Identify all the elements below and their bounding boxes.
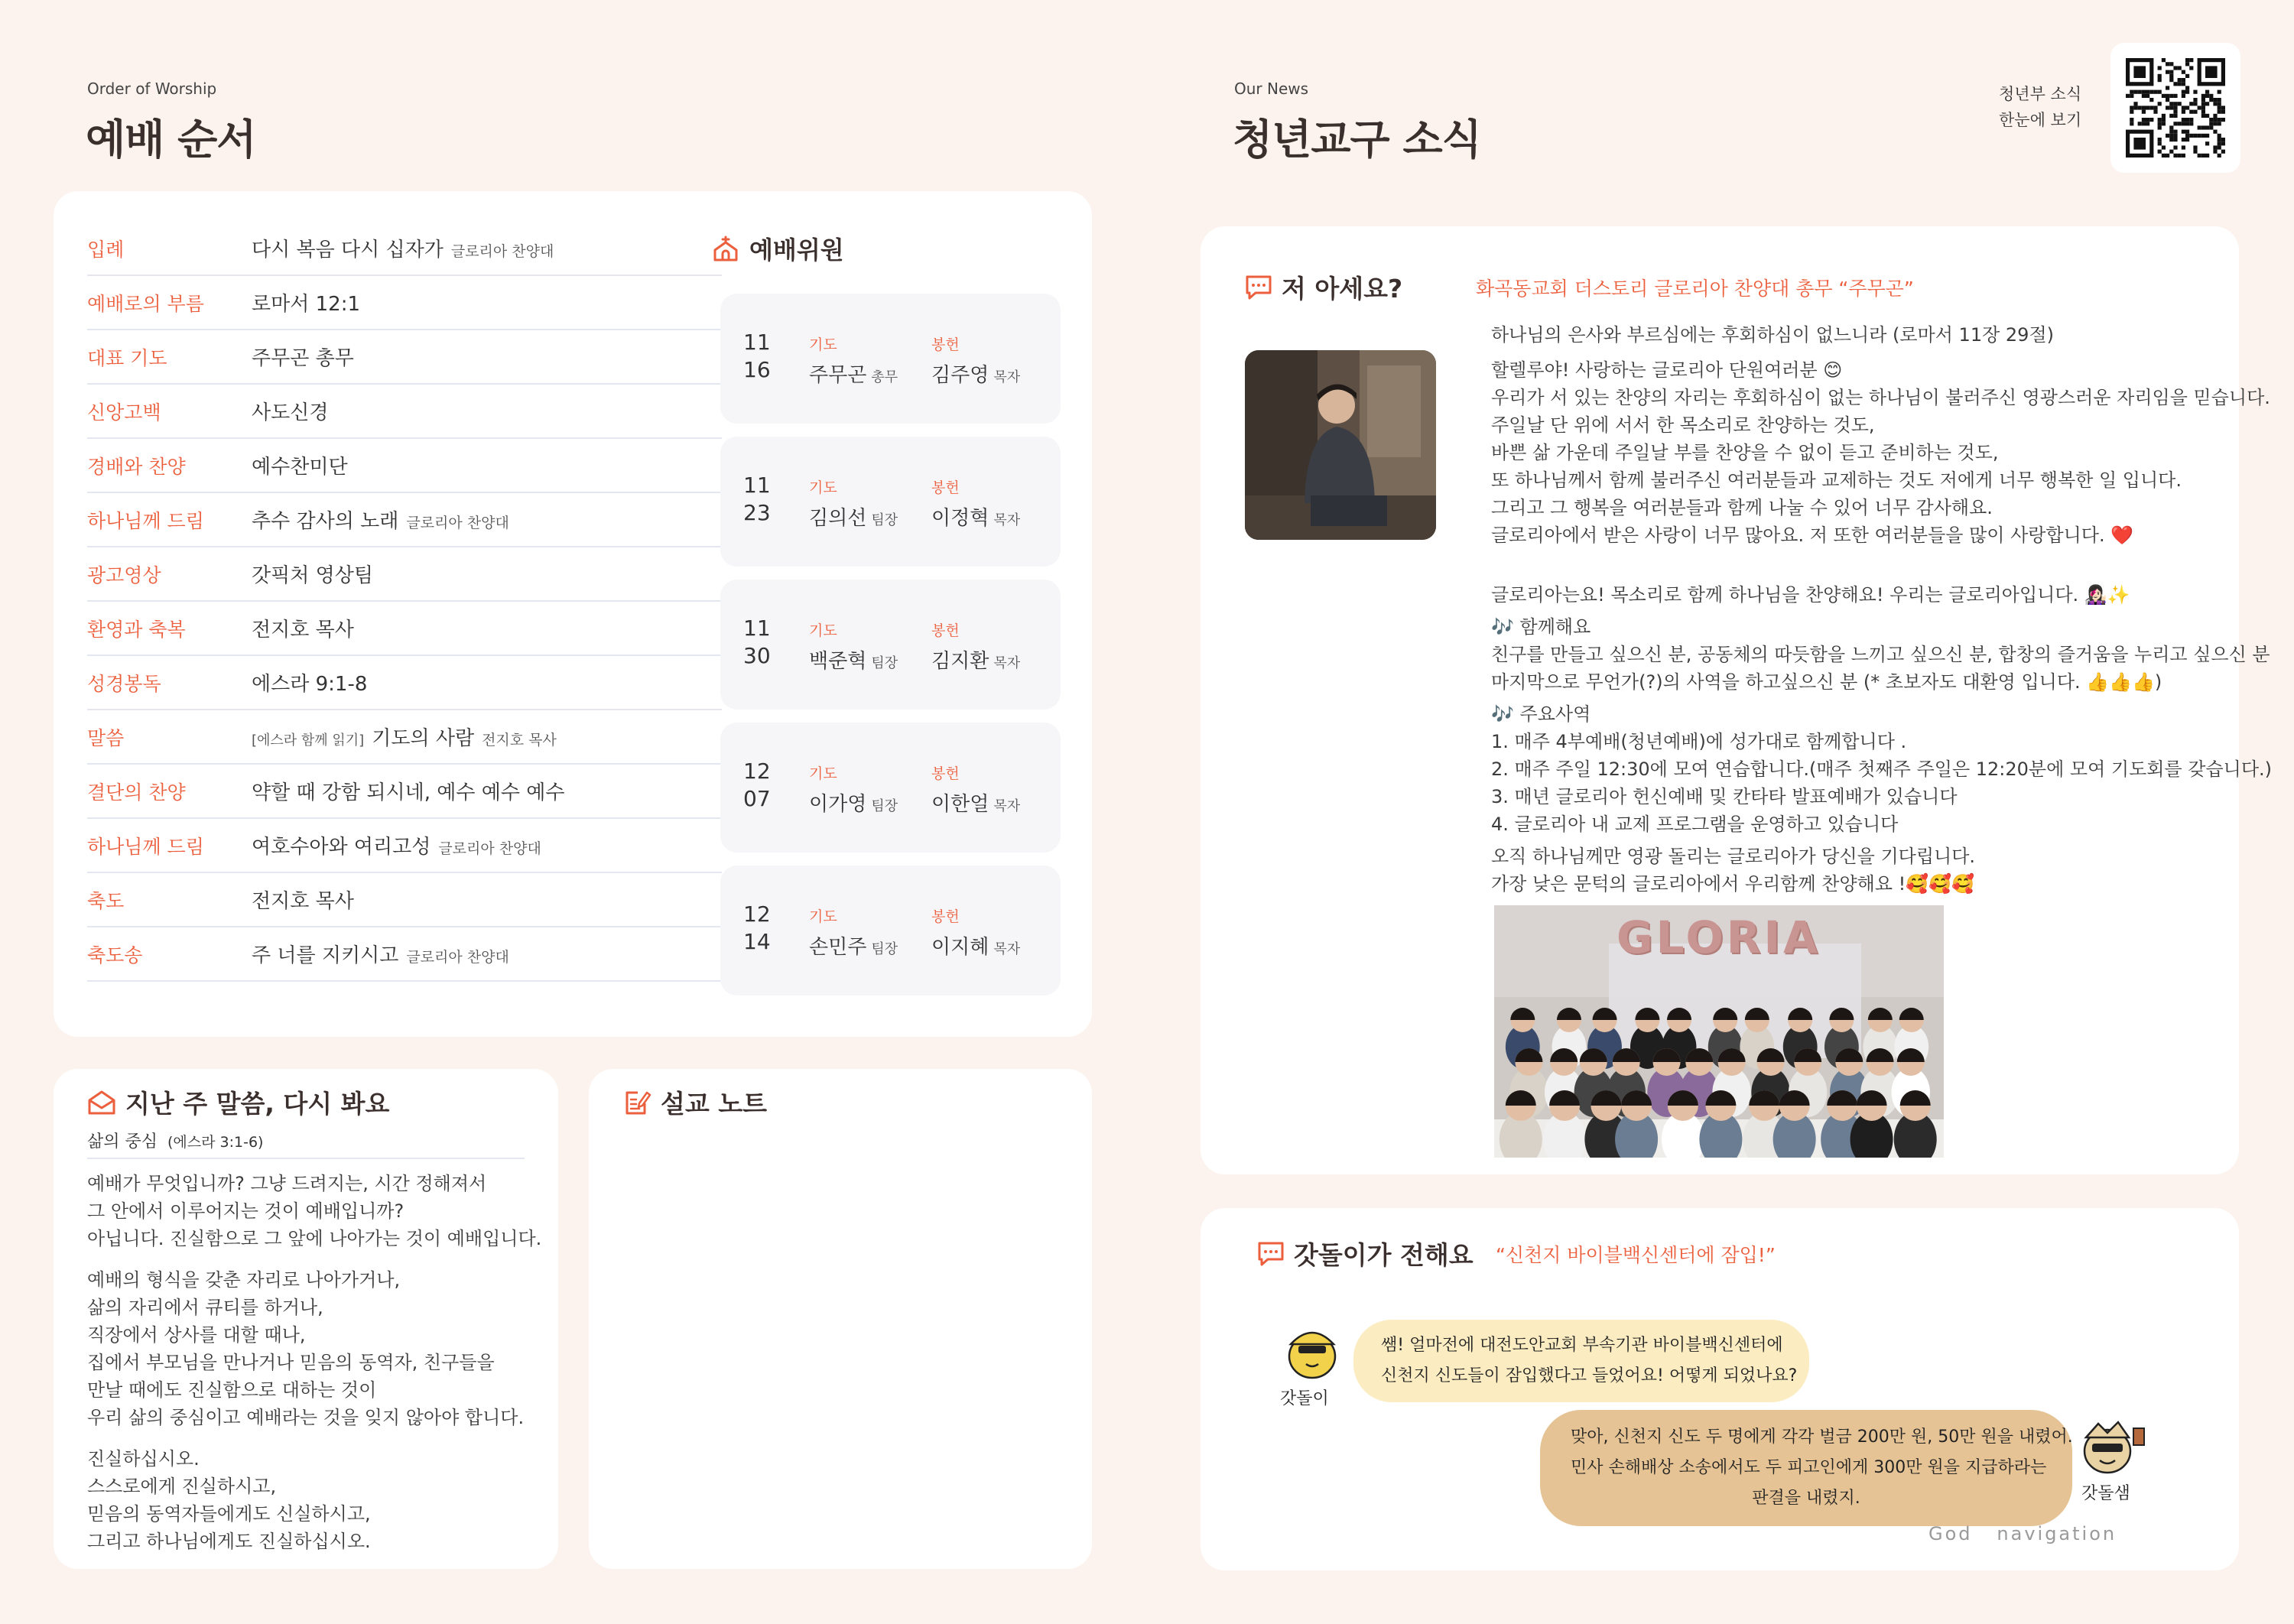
prayer-role: 팀장 xyxy=(871,798,898,814)
last-week-title: 지난 주 말씀, 다시 봐요 xyxy=(125,1089,390,1119)
committee-card xyxy=(720,437,1061,567)
order-label: 하나님께 드림 xyxy=(87,509,204,532)
order-prefix: [에스라 함께 읽기] xyxy=(252,732,365,749)
order-sub: 글로리아 찬양대 xyxy=(450,243,554,260)
know-line: 🎶 주요사역 xyxy=(1491,703,1591,725)
know-line: 글로리아는요! 목소리로 함께 하나님을 찬양해요! 우리는 글로리아입니다. 👩🏻‍🎤✨ xyxy=(1491,584,2130,606)
committee-date xyxy=(743,472,771,527)
last-week-card xyxy=(54,1069,558,1569)
order-row xyxy=(87,656,722,710)
know-line: 하나님의 은사와 부르심에는 후회하심이 없느니라 (로마서 11장 29절) xyxy=(1491,324,2054,346)
last-week-line: 삶의 자리에서 큐티를 하거나, xyxy=(87,1297,323,1318)
prayer-name: 손민주 xyxy=(809,936,867,959)
gatdol-title: 갓돌이가 전해요 xyxy=(1294,1240,1474,1270)
committee-card xyxy=(720,723,1061,853)
know-card xyxy=(1201,226,2273,1174)
qr-caption-line-2: 한눈에 보기 xyxy=(1999,111,2082,129)
offering-person xyxy=(931,788,1020,817)
order-label: 말씀 xyxy=(87,726,125,749)
question-line-2: 신천지 신도들이 잠입했다고 들었어요! 어떻게 되었나요? xyxy=(1381,1366,1798,1385)
answer-bubble xyxy=(1540,1410,2072,1526)
committee-card xyxy=(720,580,1061,710)
know-line: 우리가 서 있는 찬양의 자리는 후회하심이 없는 하나님이 불러주신 영광스러운 자리임을 믿습니다. xyxy=(1491,387,2270,408)
prayer-person xyxy=(809,645,898,674)
prayer-name: 주무곤 xyxy=(809,364,867,387)
order-value: 에스라 9:1-8 xyxy=(252,673,368,696)
last-week-subtitle xyxy=(87,1129,263,1152)
prayer-name: 김의선 xyxy=(809,507,867,530)
last-week-paragraph xyxy=(87,1266,546,1431)
committee-day: 14 xyxy=(743,929,771,954)
order-label: 예배로의 부름 xyxy=(87,292,204,315)
order-value: 주 너를 지키시고 xyxy=(252,944,399,967)
offering-label: 봉헌 xyxy=(931,479,960,496)
order-value: 추수 감사의 노래 xyxy=(252,510,399,533)
order-value-group xyxy=(252,505,509,534)
order-sub: 글로리아 찬양대 xyxy=(438,840,541,857)
prayer-role: 팀장 xyxy=(871,941,898,957)
offering-role: 목자 xyxy=(993,512,1021,528)
committee-month: 11 xyxy=(743,615,771,641)
order-value-group xyxy=(252,234,554,262)
order-value: 전지호 목사 xyxy=(252,619,354,641)
offering-label: 봉헌 xyxy=(931,336,960,353)
order-row xyxy=(87,493,722,547)
sermon-reference: (에스라 3:1-6) xyxy=(167,1134,264,1151)
order-value-group xyxy=(252,831,541,859)
gatdol-name: 갓돌이 xyxy=(1280,1389,1329,1408)
order-row xyxy=(87,222,722,276)
committee-day: 07 xyxy=(743,786,771,811)
order-label: 광고영상 xyxy=(87,564,161,586)
gloria-balloons: GLORIA xyxy=(1617,911,1821,963)
last-week-line: 직장에서 상사를 대할 때나, xyxy=(87,1324,306,1346)
know-line: 바쁜 삶 가운데 주일날 부를 찬양을 수 없이 듣고 준비하는 것도, xyxy=(1491,442,1999,463)
group-photo xyxy=(1494,905,1944,1158)
order-value: 약할 때 강함 되시네, 예수 예수 예수 xyxy=(252,781,565,804)
offering-role: 목자 xyxy=(993,369,1021,385)
order-row xyxy=(87,819,722,873)
last-week-line: 진실하십시오. xyxy=(87,1448,200,1470)
know-line: 마지막으로 무언가(?)의 사역을 하고싶으신 분 (* 초보자도 대환영 입니다. 👍👍👍) xyxy=(1491,671,2162,693)
last-week-line: 믿음의 동역자들에게도 신실하시고, xyxy=(87,1503,371,1525)
prayer-label: 기도 xyxy=(809,765,837,782)
order-sub: 글로리아 찬양대 xyxy=(406,515,509,531)
committee-header xyxy=(711,231,844,266)
know-line: 2. 매주 주일 12:30에 모여 연습합니다.(매주 첫째주 주일은 12:20분에 모여 기도회를 갖습니다.) xyxy=(1491,758,2273,780)
sermon-note-title: 설교 노트 xyxy=(661,1089,768,1119)
order-value-group xyxy=(252,397,328,425)
committee-title: 예배위원 xyxy=(749,235,844,265)
answer-line-2: 민사 손해배상 소송에서도 두 피고인에게 300만 원을 지급하라는 xyxy=(1571,1458,2047,1477)
offering-name: 이한얼 xyxy=(931,793,989,816)
speech-bubble-icon xyxy=(1257,1241,1285,1267)
prayer-person xyxy=(809,931,898,960)
order-label: 대표 기도 xyxy=(87,346,167,369)
order-row xyxy=(87,439,722,493)
offering-name: 이정혁 xyxy=(931,507,989,530)
order-value-group xyxy=(252,614,354,642)
gatdol-headline: “신천지 바이블백신센터에 잠입!” xyxy=(1496,1244,1776,1266)
prayer-label: 기도 xyxy=(809,336,837,353)
envelope-icon xyxy=(87,1090,116,1116)
committee-month: 11 xyxy=(743,473,771,498)
order-sub: 전지호 목사 xyxy=(482,732,557,749)
order-label: 입례 xyxy=(87,238,125,261)
know-line: 3. 매년 글로리아 헌신예배 및 칸타타 발표예배가 있습니다 xyxy=(1491,786,1958,807)
gatdol-card xyxy=(1201,1208,2239,1570)
know-body xyxy=(1491,321,2272,898)
sermon-note-card[interactable] xyxy=(589,1069,1092,1569)
prayer-label: 기도 xyxy=(809,479,837,496)
prayer-label: 기도 xyxy=(809,622,837,639)
last-week-line: 아닙니다. 진실함으로 그 앞에 나아가는 것이 예배입니다. xyxy=(87,1228,542,1249)
know-line xyxy=(1491,549,2272,577)
prayer-name: 이가영 xyxy=(809,793,867,816)
last-week-paragraph xyxy=(87,1445,546,1555)
offering-name: 이지혜 xyxy=(931,936,989,959)
committee-date xyxy=(743,329,771,384)
order-label: 결단의 찬양 xyxy=(87,781,186,804)
offering-person xyxy=(931,645,1020,674)
gatdol-header xyxy=(1257,1236,1474,1272)
committee-day: 30 xyxy=(743,643,771,668)
qr-caption-line-1: 청년부 소식 xyxy=(1999,85,2082,103)
gatdolsaem-character-icon xyxy=(2074,1415,2150,1479)
last-week-paragraph xyxy=(87,1170,546,1252)
committee-date xyxy=(743,758,771,813)
know-line: 오직 하나님께만 영광 돌리는 글로리아가 당신을 기다립니다. xyxy=(1491,846,1976,867)
worship-card xyxy=(54,191,1092,1037)
order-label: 축도 xyxy=(87,889,125,912)
order-value: 예수찬미단 xyxy=(252,456,348,479)
qr-caption xyxy=(1999,81,2081,133)
prayer-person xyxy=(809,502,898,531)
order-row xyxy=(87,602,722,656)
know-line: 1. 매주 4부예배(청년예배)에 성가대로 함께합니다 . xyxy=(1491,731,1907,752)
offering-name: 김주영 xyxy=(931,364,989,387)
know-title: 저 아세요? xyxy=(1282,274,1403,304)
speech-bubble-icon xyxy=(1245,274,1272,300)
committee-day: 23 xyxy=(743,500,771,525)
prayer-person xyxy=(809,359,898,388)
know-line: 4. 글로리아 내 교제 프로그램을 운영하고 있습니다 xyxy=(1491,814,1899,835)
committee-day: 16 xyxy=(743,357,771,382)
prayer-role: 팀장 xyxy=(871,512,898,528)
know-header xyxy=(1245,269,1402,305)
worship-title: 예배 순서 xyxy=(86,115,256,164)
order-value-group xyxy=(252,288,360,317)
question-line-1: 쌤! 얼마전에 대전도안교회 부속기관 바이블백신센터에 xyxy=(1381,1336,1783,1355)
know-line: 친구를 만들고 싶으신 분, 공동체의 따듯함을 느끼고 싶으신 분, 합창의 즐거움을 누리고 싶으신 분 xyxy=(1491,644,2270,665)
order-value-group xyxy=(252,343,354,371)
order-row xyxy=(87,547,722,602)
church-icon xyxy=(711,235,740,262)
know-line: 주일날 단 위에 서서 한 목소리로 찬양하는 것도, xyxy=(1491,414,1875,436)
know-line: 또 하나님께서 함께 불러주신 여러분들과 교제하는 것도 저에게 너무 행복한 일 입니다. xyxy=(1491,469,2182,491)
gatdolsaem-name: 갓돌샘 xyxy=(2081,1484,2130,1503)
order-row xyxy=(87,710,722,765)
order-row xyxy=(87,873,722,927)
last-week-line: 예배의 형식을 갖춘 자리로 나아가거나, xyxy=(87,1269,401,1291)
news-title: 청년교구 소식 xyxy=(1233,115,1481,164)
committee-date xyxy=(743,615,771,670)
order-sub: 글로리아 찬양대 xyxy=(406,949,509,966)
last-week-line: 우리 삶의 중심이고 예배라는 것을 잊지 않아야 합니다. xyxy=(87,1407,525,1428)
order-value-group xyxy=(252,777,564,805)
order-label: 경배와 찬양 xyxy=(87,455,186,478)
order-value-group xyxy=(252,723,557,751)
divider xyxy=(87,1158,525,1159)
order-value-group xyxy=(252,451,348,479)
last-week-body xyxy=(87,1170,546,1569)
order-row xyxy=(87,765,722,819)
offering-role: 목자 xyxy=(993,941,1021,957)
last-week-line: 집에서 부모님을 만나거나 믿음의 동역자, 친구들을 xyxy=(87,1352,495,1373)
note-edit-icon xyxy=(624,1089,651,1116)
qr-code-icon xyxy=(2126,58,2225,158)
sermon-title: 삶의 중심 xyxy=(87,1132,158,1151)
order-value: 갓픽처 영상팀 xyxy=(252,564,373,587)
last-week-line: 스스로에게 진실하시고, xyxy=(87,1476,277,1497)
committee-month: 12 xyxy=(743,758,771,784)
order-value-group xyxy=(252,668,367,697)
prayer-label: 기도 xyxy=(809,908,837,925)
prayer-name: 백준혁 xyxy=(809,650,867,673)
worship-kicker: Order of Worship xyxy=(87,80,217,98)
know-headline: 화곡동교회 더스토리 글로리아 찬양대 총무 “주무곤” xyxy=(1476,278,1914,300)
order-row xyxy=(87,927,722,982)
order-value: 전지호 목사 xyxy=(252,890,354,913)
offering-role: 목자 xyxy=(993,798,1021,814)
know-line: 그리고 그 행복을 여러분들과 함께 나눌 수 있어 너무 감사해요. xyxy=(1491,497,1993,518)
order-value: 다시 복음 다시 십자가 xyxy=(252,239,444,261)
order-row xyxy=(87,330,722,385)
committee-date xyxy=(743,901,771,956)
last-week-header xyxy=(87,1084,389,1120)
gatdol-character-icon xyxy=(1280,1318,1344,1382)
know-line: 가장 낮은 문턱의 글로리아에서 우리함께 찬양해요 !🥰🥰🥰 xyxy=(1491,873,1974,895)
last-week-line: 그리고 하나님에게도 진실하십시오. xyxy=(87,1531,371,1552)
know-line: 🎶 함께해요 xyxy=(1491,616,1591,638)
order-row xyxy=(87,385,722,439)
offering-label: 봉헌 xyxy=(931,765,960,782)
committee-card xyxy=(720,866,1061,996)
committee-month: 12 xyxy=(743,901,771,927)
answer-line-3: 판결을 내렸지. xyxy=(1752,1489,1860,1508)
offering-name: 김지환 xyxy=(931,650,989,673)
order-value-group xyxy=(252,560,373,588)
order-label: 축도송 xyxy=(87,944,143,966)
order-value-group xyxy=(252,885,354,914)
news-kicker: Our News xyxy=(1234,80,1309,98)
order-label: 신앙고백 xyxy=(87,401,161,424)
offering-label: 봉헌 xyxy=(931,908,960,925)
offering-role: 목자 xyxy=(993,655,1021,671)
order-row xyxy=(87,276,722,330)
last-week-line: 예배가 무엇입니까? 그냥 드려지는, 시간 정해져서 xyxy=(87,1173,487,1194)
answer-line-1: 맞아, 신천지 신도 두 명에게 각각 벌금 200만 원, 50만 원을 내렸어. xyxy=(1571,1427,2073,1447)
committee-month: 11 xyxy=(743,330,771,355)
know-line: 글로리아에서 받은 사랑이 너무 많아요. 저 또한 여러분들을 많이 사랑합니다. ❤️ xyxy=(1491,525,2134,546)
order-value: 로마서 12:1 xyxy=(252,293,360,316)
last-week-line: 만날 때에도 진실함으로 대하는 것이 xyxy=(87,1379,377,1401)
order-value: 주무곤 총무 xyxy=(252,347,354,370)
prayer-person xyxy=(809,788,898,817)
order-value: 여호수아와 여리고성 xyxy=(252,836,431,859)
offering-person xyxy=(931,359,1020,388)
offering-person xyxy=(931,502,1020,531)
order-value-group xyxy=(252,940,509,968)
last-week-line: 그 안에서 이루어지는 것이 예배입니까? xyxy=(87,1200,405,1222)
order-value: 기도의 사람 xyxy=(372,727,475,750)
god-navigation-logo: God navigation xyxy=(1928,1523,2117,1544)
order-label: 환영과 축복 xyxy=(87,618,186,641)
offering-person xyxy=(931,931,1020,960)
sermon-note-header xyxy=(624,1084,767,1120)
order-label: 성경봉독 xyxy=(87,672,161,695)
question-bubble xyxy=(1353,1320,1809,1402)
committee-card xyxy=(720,294,1061,424)
prayer-role: 총무 xyxy=(871,369,898,385)
order-label: 하나님께 드림 xyxy=(87,835,204,858)
portrait-photo xyxy=(1245,350,1436,540)
qr-code[interactable] xyxy=(2110,43,2240,173)
know-line: 할렐루야! 사랑하는 글로리아 단원여러분 😊 xyxy=(1491,359,1843,381)
offering-label: 봉헌 xyxy=(931,622,960,639)
prayer-role: 팀장 xyxy=(871,655,898,671)
order-value: 사도신경 xyxy=(252,401,329,424)
